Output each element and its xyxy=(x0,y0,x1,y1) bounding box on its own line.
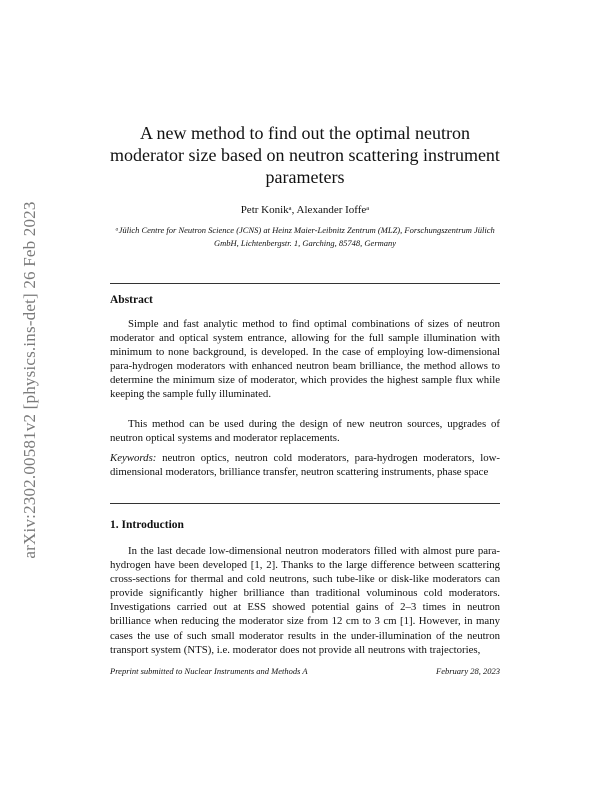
introduction-paragraph-1: In the last decade low-dimensional neutron moderators filled with almost pure para-hydrogen have been developed [1, 2]. Thanks to the large difference between scattering cross-sections for thermal and cold neutrons, such tube-like or disk-like moderators can provide significantly higher brilliance than traditional voluminous cold moderators. Investigations carried out at ESS showed potential gains of 2–3 times in neutron brilliance when reducing the moderator size from 12 cm to 3 cm [1]. However, in many cases the use of such small moderator results in the under-illumination of the neutron transport system (NTS), i.e. moderator does not provide all neutrons with trajectories, xyxy=(110,545,500,656)
keywords-paragraph xyxy=(110,451,500,479)
keywords-label: Keywords: xyxy=(110,452,157,464)
keywords-text: neutron optics, neutron cold moderators, para-hydrogen moderators, low-dimensional moderators, brilliance transfer, neutron scattering instruments, phase space xyxy=(110,452,501,479)
page-footer xyxy=(110,666,500,676)
footer-preprint-note: Preprint submitted to Nuclear Instruments and Methods A xyxy=(110,666,308,676)
abstract-paragraph-1: Simple and fast analytic method to find optimal combinations of sizes of neutron moderator and optical system entrance, allowing for the full sample illumination with minimum to none background, is developed. In the case of employing low-dimensional para-hydrogen moderators with enhanced neutron beam brilliance, the method allows to determine the minimum size of moderator, which provides the highest sample flux while keeping the sample fully illuminated. xyxy=(110,318,500,401)
abstract-top-rule xyxy=(110,283,500,284)
author-list: Petr Konikᵃ, Alexander Ioffeᵃ xyxy=(240,204,370,216)
arxiv-side-stamp xyxy=(10,160,50,600)
affiliation: ᵃJülich Centre for Neutron Science (JCNS) at Heinz Maier-Leibnitz Zentrum (MLZ), Forschungszentrum Jülich GmbH, Lichtenbergstr. 1, Garching, 85748, Germany xyxy=(115,225,495,248)
abstract-heading: Abstract xyxy=(110,294,153,306)
paper-title: A new method to find out the optimal neutron moderator size based on neutron scattering instrument parameters xyxy=(110,123,500,187)
abstract-paragraph-2: This method can be used during the design of new neutron sources, upgrades of neutron optical systems and moderator replacements. xyxy=(110,418,500,445)
footer-date: February 28, 2023 xyxy=(436,666,500,676)
section-heading-introduction: 1. Introduction xyxy=(110,519,184,531)
abstract-bottom-rule xyxy=(110,503,500,504)
arxiv-identifier: arXiv:2302.00581v2 [physics.ins-det] 26 Feb 2023 xyxy=(20,201,39,559)
